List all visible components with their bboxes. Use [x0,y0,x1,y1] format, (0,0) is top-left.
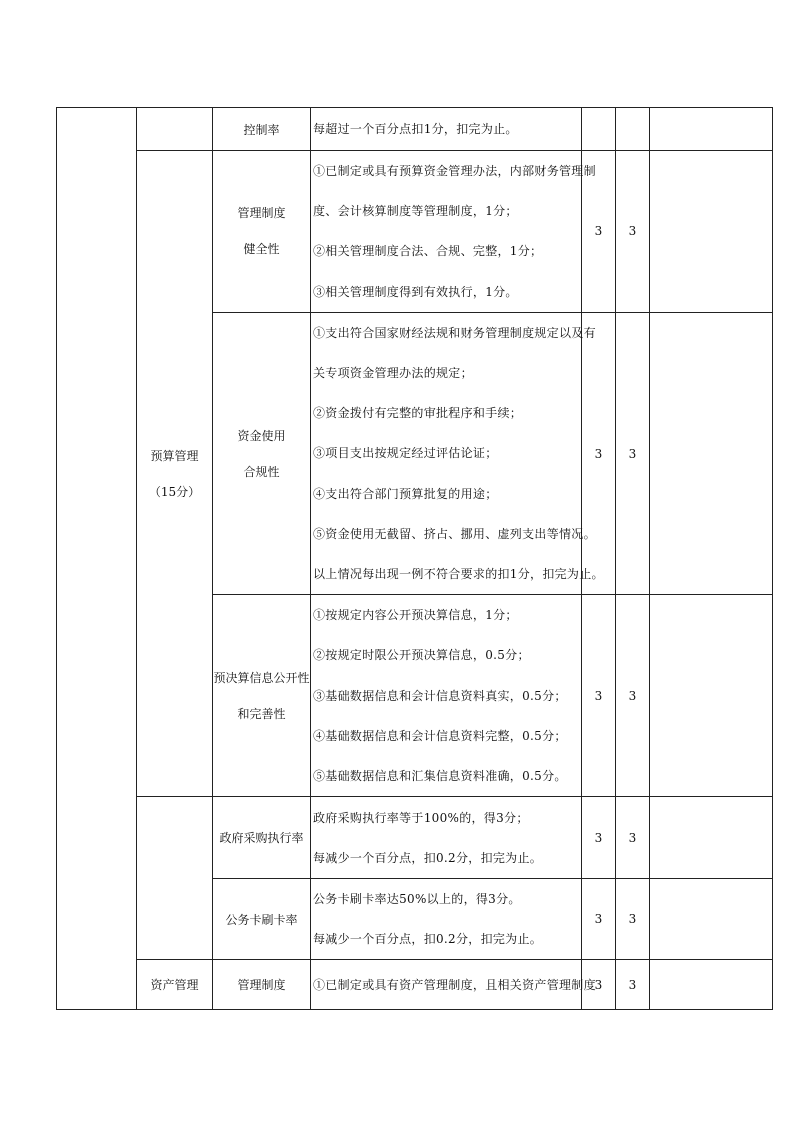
table-row [57,797,773,879]
weight-cell: 3 [582,960,616,1010]
group-name: 预算管理 [150,448,199,463]
table-row [57,108,773,151]
level2-category-cell [137,797,213,960]
level2-category-cell [137,108,213,151]
group-asset-management [137,960,213,1010]
weight-cell [582,108,616,151]
score-cell: 3 [616,595,650,797]
criteria-line: 公务卡刷卡率达50%以上的，得3分。 [313,892,521,907]
criteria-cell [311,595,582,797]
remark-cell [650,797,773,879]
indicator-name: 健全性 [243,242,280,257]
criteria-line: 度、会计核算制度等管理制度，1分； [313,204,518,219]
group-budget-management [137,151,213,797]
evaluation-table [56,107,773,1010]
indicator-cell [213,151,311,313]
indicator-name: 管理制度 [237,206,286,221]
score-cell: 3 [616,797,650,879]
table-row [57,960,773,1010]
criteria-line: ②按规定时限公开预决算信息，0.5分； [313,648,530,663]
criteria-line: ③相关管理制度得到有效执行，1分。 [313,284,518,299]
score-cell [616,108,650,151]
criteria-cell [311,312,604,594]
remark-cell [650,879,773,960]
criteria-cell [311,108,582,151]
criteria-line: ①按规定内容公开预决算信息，1分； [313,608,518,623]
criteria-line: ②相关管理制度合法、合规、完整，1分； [313,244,543,259]
weight-cell: 3 [582,879,616,960]
weight-cell: 3 [582,797,616,879]
criteria-line: 以上情况每出现一例不符合要求的扣1分，扣完为止。 [313,567,604,582]
remark-cell [650,595,773,797]
indicator-name: 管理制度 [237,978,286,993]
indicator-name: 控制率 [243,122,280,137]
score-cell: 3 [616,312,650,594]
criteria-line: ①已制定或具有资产管理制度，且相关资产管理制度 [313,977,596,992]
weight-cell: 3 [582,312,616,594]
remark-cell [650,108,773,151]
indicator-cell [213,108,311,151]
indicator-name: 资金使用 [237,428,286,443]
indicator-cell [213,960,311,1010]
criteria-line: 每减少一个百分点，扣0.2分，扣完为止。 [313,850,543,865]
indicator-cell [213,797,311,879]
indicator-cell [213,879,311,960]
criteria-line: ⑤资金使用无截留、挤占、挪用、虚列支出等情况。 [313,526,596,541]
criteria-line: 每超过一个百分点扣1分，扣完为止。 [313,121,518,136]
indicator-cell [213,595,311,797]
weight-cell: 3 [582,151,616,313]
criteria-cell [311,879,582,960]
weight-cell: 3 [582,595,616,797]
indicator-name: 合规性 [243,464,280,479]
score-cell: 3 [616,151,650,313]
criteria-cell [311,960,596,1010]
score-cell: 3 [616,960,650,1010]
indicator-name: 和完善性 [237,706,286,721]
criteria-line: ①已制定或具有预算资金管理办法，内部财务管理制 [313,164,596,178]
criteria-line: ②资金拨付有完整的审批程序和手续； [313,406,523,421]
indicator-name: 公务卡刷卡率 [225,912,298,927]
criteria-cell [311,151,596,313]
indicator-name: 政府采购执行率 [219,831,304,846]
criteria-line: ③基础数据信息和会计信息资料真实，0.5分； [313,688,567,703]
group-points: （15分） [148,484,201,499]
remark-cell [650,312,773,594]
indicator-cell [213,312,311,594]
criteria-line: 每减少一个百分点，扣0.2分，扣完为止。 [313,932,543,947]
criteria-cell [311,797,582,879]
criteria-line: ①支出符合国家财经法规和财务管理制度规定以及有 [313,325,596,340]
criteria-line: 政府采购执行率等于100%的，得3分； [313,810,529,825]
remark-cell [650,960,773,1010]
criteria-line: 关专项资金管理办法的规定； [313,366,473,381]
criteria-line: ③项目支出按规定经过评估论证； [313,446,498,461]
criteria-line: ④基础数据信息和会计信息资料完整，0.5分； [313,728,567,743]
score-cell: 3 [616,879,650,960]
table-row [57,151,773,313]
indicator-name: 预决算信息公开性 [213,670,310,685]
group-name: 资产管理 [150,978,199,993]
criteria-line: ⑤基础数据信息和汇集信息资料准确，0.5分。 [313,769,567,784]
criteria-line: ④支出符合部门预算批复的用途； [313,486,498,501]
remark-cell [650,151,773,313]
level1-category-cell [57,108,137,1010]
